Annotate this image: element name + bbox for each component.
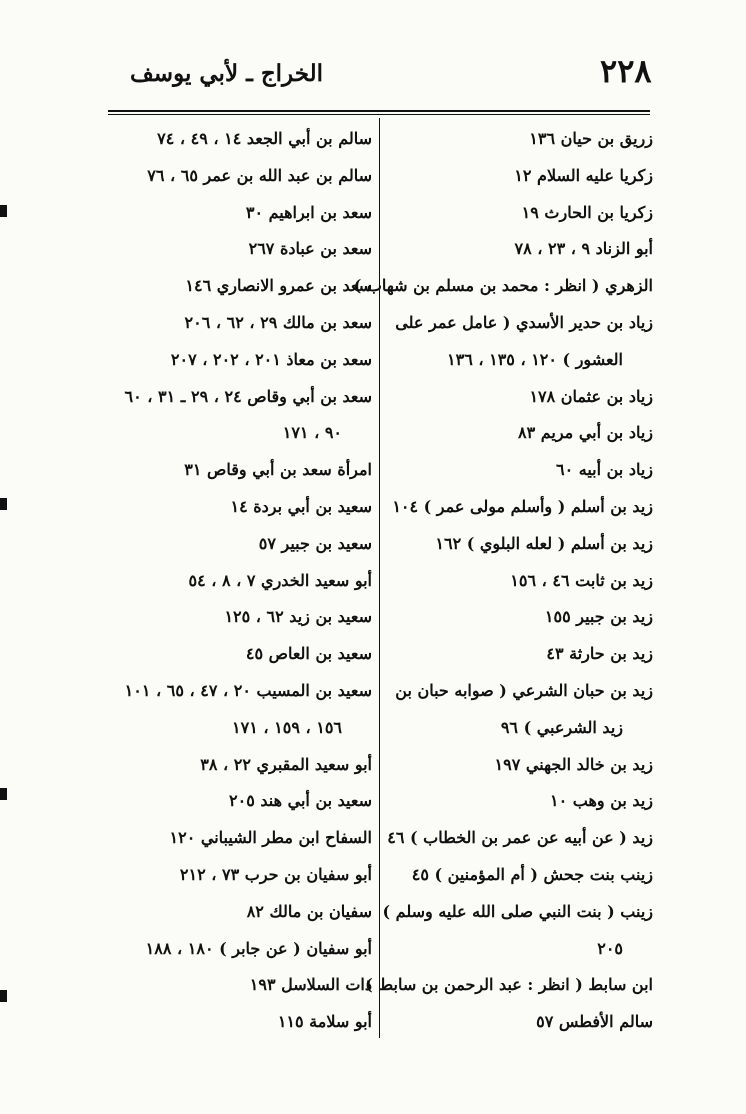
index-entry: زياد بن أبي مريم ٨٣ — [517, 423, 653, 443]
index-entry: سعيد بن زيد ٦٢ ، ١٢٥ — [224, 607, 372, 627]
index-entry: أبو سعيد المقبري ٢٢ ، ٣٨ — [200, 754, 372, 774]
index-entry: زيد ( عن أبيه عن عمر بن الخطاب ) ٤٦ — [387, 828, 653, 848]
index-entry: أبو سعيد الخدري ٧ ، ٨ ، ٥٤ — [188, 570, 372, 590]
index-entry: زيد بن حبان الشرعي ( صوابه حبان بن — [395, 680, 653, 700]
index-entry: سعد بن مالك ٢٩ ، ٦٢ ، ٢٠٦ — [184, 312, 372, 332]
index-entry: سالم بن أبي الجعد ١٤ ، ٤٩ ، ٧٤ — [157, 129, 372, 148]
margin-mark — [0, 498, 7, 510]
index-entry: سعد بن عبادة ٢٦٧ — [248, 239, 372, 259]
index-entry: سعيد بن أبي بردة ١٤ — [230, 496, 372, 516]
index-entry-continuation: ٢٠٥ — [597, 938, 623, 958]
index-entry: زيد بن أسلم ( وأسلم مولى عمر ) ١٠٤ — [392, 496, 653, 516]
header-rule-thin — [108, 114, 650, 115]
index-entry: زيد بن خالد الجهني ١٩٧ — [494, 754, 653, 774]
index-entry: سعيد بن العاص ٤٥ — [245, 644, 372, 664]
index-entry: سالم بن عبد الله بن عمر ٦٥ ، ٧٦ — [147, 165, 372, 185]
index-entry: زيد بن وهب ١٠ — [550, 791, 653, 811]
header-rule — [108, 110, 650, 112]
margin-mark — [0, 990, 7, 1002]
index-entry: زيد بن أسلم ( لعله البلوي ) ١٦٢ — [435, 533, 653, 553]
index-entry: زكريا عليه السلام ١٢ — [514, 165, 653, 185]
index-entry-continuation: ٩٠ ، ١٧١ — [282, 423, 342, 443]
index-entry: الزهري ( انظر : محمد بن مسلم بن شهاب ) — [353, 276, 653, 296]
index-entry: زياد بن عثمان ١٧٨ — [529, 386, 653, 406]
index-entry: زيد بن حارثة ٤٣ — [546, 644, 653, 664]
index-entry: ذات السلاسل ١٩٣ — [249, 975, 372, 995]
index-entry: سعد بن عمرو الانصاري ١٤٦ — [185, 276, 372, 296]
margin-mark — [0, 788, 7, 800]
index-entry-continuation: ١٥٦ ، ١٥٩ ، ١٧١ — [232, 717, 342, 737]
index-entry: ابن سابط ( انظر : عبد الرحمن بن سابط ) — [365, 975, 653, 995]
index-entry: سفيان بن مالك ٨٢ — [246, 901, 372, 921]
index-entry: أبو سفيان بن حرب ٧٣ ، ٢١٢ — [179, 864, 372, 884]
index-column-left — [100, 121, 372, 1041]
index-entry: أبو الزناد ٩ ، ٢٣ ، ٧٨ — [514, 239, 653, 259]
index-entry: سعيد بن جبير ٥٧ — [258, 533, 372, 553]
index-entry: سالم الأفطس ٥٧ — [536, 1012, 653, 1032]
index-entry: زينب بنت جحش ( أم المؤمنين ) ٤٥ — [411, 864, 653, 884]
index-entry: سعد بن أبي وقاص ٢٤ ، ٢٩ ـ ٣١ ، ٦٠ — [124, 386, 372, 406]
index-entry: زيد بن ثابت ٤٦ ، ١٥٦ — [510, 570, 653, 590]
index-entry: زيد بن جبير ١٥٥ — [544, 607, 653, 627]
index-entry: زريق بن حيان ١٣٦ — [529, 129, 653, 148]
index-entry: السفاح ابن مطر الشيباني ١٢٠ — [169, 828, 372, 848]
index-entry: سعيد بن المسيب ٢٠ ، ٤٧ ، ٦٥ ، ١٠١ — [124, 680, 372, 700]
index-entry: أبو سلامة ١١٥ — [277, 1012, 372, 1032]
index-entry: زكريا بن الحارث ١٩ — [521, 202, 653, 222]
index-entry: امرأة سعد بن أبي وقاص ٣١ — [184, 460, 372, 480]
index-entry: زياد بن حدير الأسدي ( عامل عمر على — [395, 312, 653, 332]
index-entry: زياد بن أبيه ٦٠ — [555, 460, 653, 480]
index-entry: سعد بن ابراهيم ٣٠ — [245, 202, 372, 222]
index-entry: زينب ( بنت النبي صلى الله عليه وسلم ) — [382, 901, 653, 921]
index-entry-continuation: زيد الشرعبي ) ٩٦ — [500, 717, 623, 737]
page-number: ٢٢٨ — [600, 52, 652, 90]
index-entry: سعد بن معاذ ٢٠١ ، ٢٠٢ ، ٢٠٧ — [170, 349, 372, 369]
column-divider — [379, 118, 380, 1038]
index-entry: سعيد بن أبي هند ٢٠٥ — [229, 791, 372, 811]
running-title: الخراج ـ لأبي يوسف — [130, 60, 323, 87]
index-entry: أبو سفيان ( عن جابر ) ١٨٠ ، ١٨٨ — [145, 938, 372, 958]
index-column-right — [353, 121, 653, 1041]
index-entry-continuation: العشور ) ١٢٠ ، ١٣٥ ، ١٣٦ — [447, 349, 623, 369]
margin-mark — [0, 205, 7, 217]
